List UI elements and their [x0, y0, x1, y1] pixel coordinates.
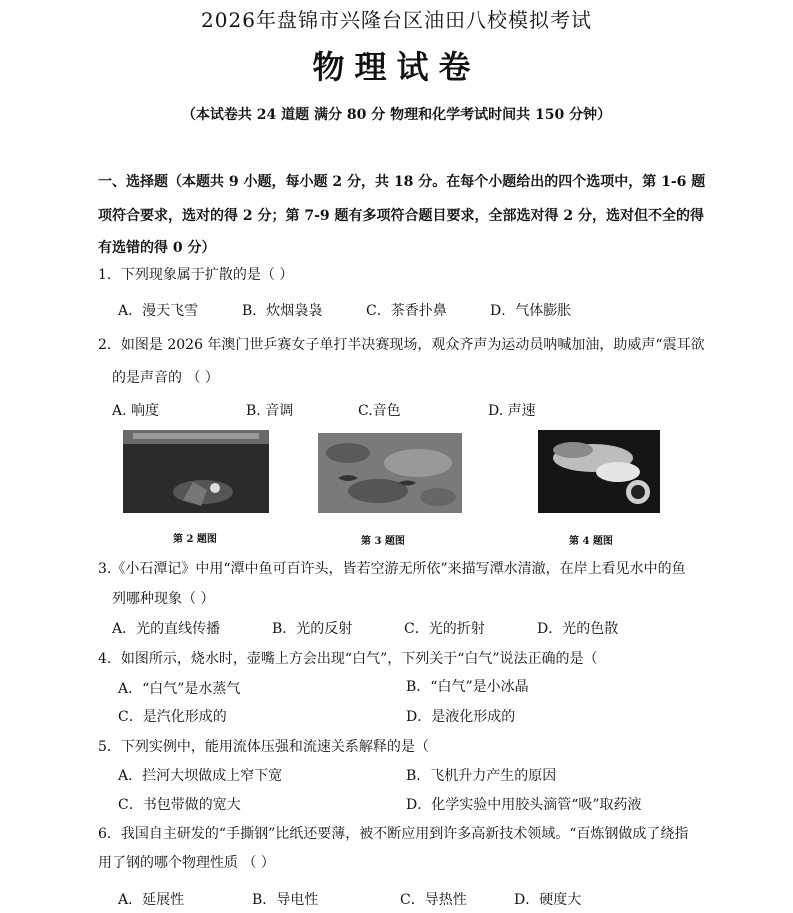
- question-5-stem: 5．下列实例中，能用流体压强和流速关系解释的是（: [98, 739, 429, 755]
- section-instructions-line2: 项符合要求，选对的得 2 分；第 7-9 题有多项符合题目要求，全部选对得 2 分，选对但不全的得: [98, 208, 705, 224]
- question-5-option-d: D．化学实验中用胶头滴管“吸”取药液: [406, 797, 642, 813]
- question-5-option-a: A．拦河大坝做成上窄下宽: [118, 768, 283, 784]
- question-2-stem-line2: 的是声音的 （ ）: [112, 370, 219, 386]
- question-2-option-d: D. 声速: [488, 403, 536, 419]
- question-4-stem: 4．如图所示，烧水时，壶嘴上方会出现“白气”，下列关于“白气”说法正确的是（: [98, 651, 598, 667]
- section-instructions-line3: 有选错的得 0 分）: [98, 240, 216, 256]
- question-6-option-d: D．硬度大: [514, 892, 582, 908]
- question-2-option-b: B. 音调: [246, 403, 294, 419]
- figure-kettle-steam-photo: [538, 430, 660, 513]
- section-instructions-line1: 一、选择题（本题共 9 小题，每小题 2 分，共 18 分。在每个小题给出的四个选项中，第 1-6 题: [98, 174, 706, 190]
- question-5-option-b: B．飞机升力产生的原因: [406, 768, 557, 784]
- question-2-option-a: A. 响度: [112, 403, 160, 419]
- question-4-option-a: A．“白气”是水蒸气: [118, 681, 241, 697]
- question-6-option-c: C．导热性: [400, 892, 467, 908]
- question-3-option-a: A．光的直线传播: [112, 621, 221, 637]
- question-4-option-b: B．“白气”是小冰晶: [406, 679, 529, 695]
- question-3-option-d: D．光的色散: [537, 621, 619, 637]
- question-6-option-b: B．导电性: [252, 892, 319, 908]
- question-4-option-d: D．是液化形成的: [406, 709, 516, 725]
- question-6-option-a: A．延展性: [118, 892, 185, 908]
- question-2-stem-line1: 2．如图是 2026 年澳门世乒赛女子单打半决赛现场，观众齐声为运动员呐喊加油，助威声“震耳欲: [98, 337, 705, 353]
- exam-header: 2026年盘锦市兴隆台区油田八校模拟考试: [201, 8, 592, 32]
- paper-title: 物理试卷: [312, 48, 481, 86]
- question-1-option-b: B．炊烟袅袅: [242, 303, 323, 319]
- exam-info: （本试卷共 24 道题 满分 80 分 物理和化学考试时间共 150 分钟）: [181, 107, 612, 123]
- question-3-stem-line1: 3.《小石潭记》中用“潭中鱼可百许头，皆若空游无所依”来描写潭水清澈，在岸上看见水中的鱼: [98, 561, 686, 577]
- question-3-option-b: B．光的反射: [272, 621, 353, 637]
- figure-3-caption: 第 3 题图: [361, 536, 405, 547]
- question-3-option-c: C．光的折射: [404, 621, 485, 637]
- question-4-option-c: C．是汽化形成的: [118, 709, 227, 725]
- figure-table-tennis-photo: [123, 430, 269, 513]
- question-1-option-a: A．漫天飞雪: [118, 303, 199, 319]
- question-1-stem: 1．下列现象属于扩散的是（ ）: [98, 267, 294, 283]
- question-6-stem-line1: 6．我国自主研发的“手撕钢”比纸还要薄，被不断应用到许多高新技术领域。“百炼钢做成了绕指: [98, 826, 689, 842]
- figure-2-caption: 第 2 题图: [173, 534, 217, 545]
- question-1-option-d: D．气体膨胀: [490, 303, 572, 319]
- question-1-option-c: C．茶香扑鼻: [366, 303, 447, 319]
- figure-pond-fish-photo: [318, 433, 462, 513]
- question-2-option-c: C.音色: [358, 403, 401, 419]
- question-3-stem-line2: 列哪种现象（ ）: [112, 591, 215, 607]
- question-5-option-c: C．书包带做的宽大: [118, 797, 241, 813]
- figure-4-caption: 第 4 题图: [569, 536, 613, 547]
- question-6-stem-line2: 用了钢的哪个物理性质 （ ）: [98, 855, 275, 871]
